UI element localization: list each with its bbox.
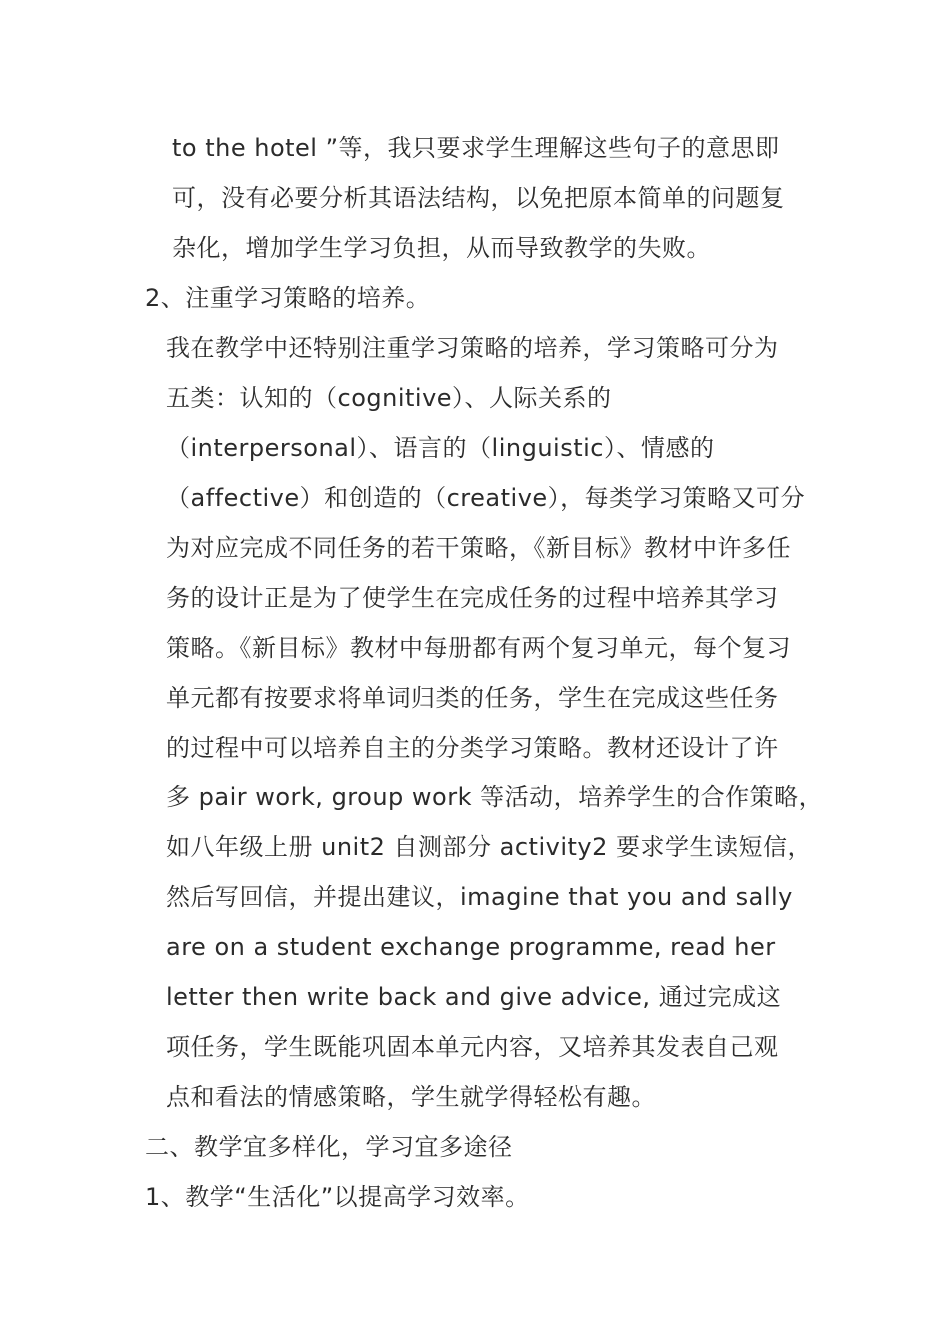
paragraph-line: letter then write back and give advice, 通过完成这 [166, 983, 782, 1011]
paragraph-line: 多 pair work, group work 等活动，培养学生的合作策略， [166, 783, 824, 811]
paragraph-line: to the hotel ”等，我只要求学生理解这些句子的意思即 [172, 134, 780, 162]
subsection-heading: 1、教学“生活化”以提高学习效率。 [145, 1183, 530, 1211]
paragraph-line: 务的设计正是为了使学生在完成任务的过程中培养其学习 [166, 584, 779, 612]
paragraph-line: 我在教学中还特别注重学习策略的培养，学习策略可分为 [166, 334, 779, 362]
paragraph-line: 项任务，学生既能巩固本单元内容，又培养其发表自己观 [166, 1033, 779, 1061]
paragraph-line: 策略。《新目标》教材中每册都有两个复习单元，每个复习 [166, 634, 791, 662]
paragraph-line: 的过程中可以培养自主的分类学习策略。教材还设计了许 [166, 734, 779, 762]
section-heading: 二、教学宜多样化，学习宜多途径 [145, 1133, 513, 1161]
paragraph-line: 杂化，增加学生学习负担，从而导致教学的失败。 [172, 234, 711, 262]
paragraph-line: 五类：认知的（cognitive）、人际关系的 [166, 384, 612, 412]
paragraph-line: （affective）和创造的（creative），每类学习策略又可分 [166, 484, 806, 512]
paragraph-line: are on a student exchange programme, read her [166, 933, 776, 961]
paragraph-line: 然后写回信，并提出建议，imagine that you and sally [166, 883, 793, 911]
paragraph-line: 点和看法的情感策略，学生就学得轻松有趣。 [166, 1083, 656, 1111]
paragraph-line: 为对应完成不同任务的若干策略，《新目标》教材中许多任 [166, 534, 791, 562]
section-heading: 2、注重学习策略的培养。 [145, 284, 431, 312]
paragraph-line: 单元都有按要求将单词归类的任务，学生在完成这些任务 [166, 684, 779, 712]
paragraph-line: （interpersonal）、语言的（linguistic）、情感的 [166, 434, 715, 462]
paragraph-line: 可，没有必要分析其语法结构，以免把原本简单的问题复 [172, 184, 785, 212]
paragraph-line: 如八年级上册 unit2 自测部分 activity2 要求学生读短信， [166, 833, 813, 861]
